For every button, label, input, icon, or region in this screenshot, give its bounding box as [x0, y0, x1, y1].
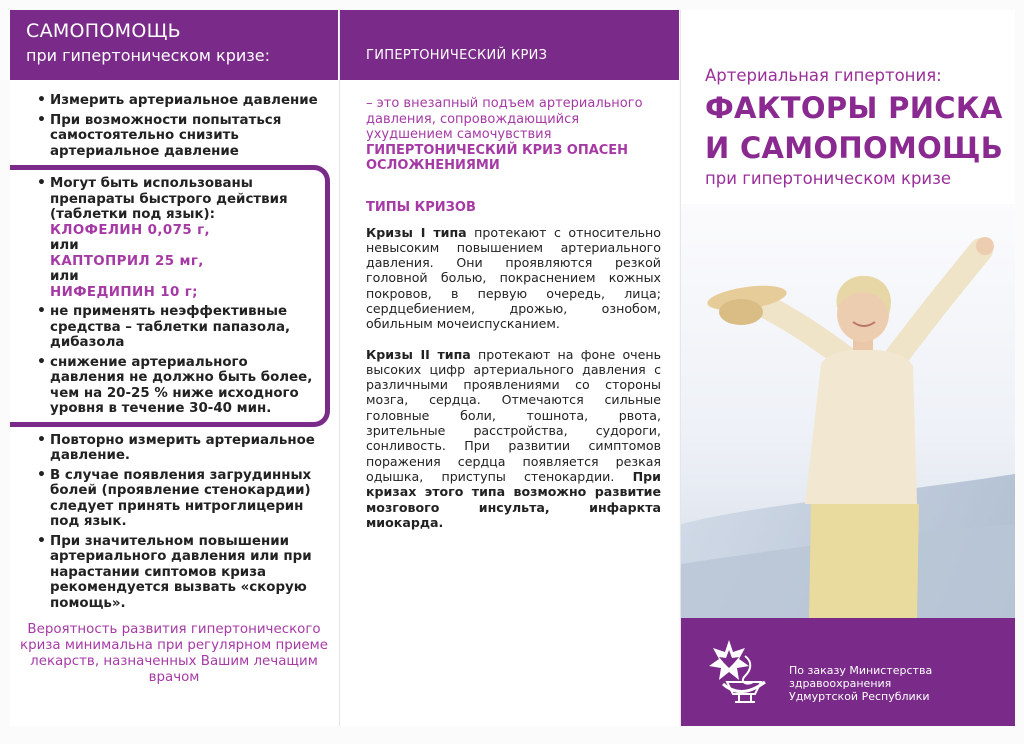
- drug-nifedipin: НИФЕДИПИН 10 г;: [50, 284, 198, 300]
- crisis-definition: – это внезапный подъем артериального давления, сопровождающийся ухудшением самочувствия: [366, 96, 643, 142]
- steps-before-list: [10, 80, 338, 159]
- cover-footer: [681, 618, 1015, 726]
- type2-warning: При кризах этого типа возможно развитие мозгового инсульта, инфаркта миокарда.: [366, 468, 661, 530]
- ministry-logo-icon: [701, 636, 781, 708]
- cover-subtitle: при гипертоническом кризе: [705, 169, 952, 188]
- medication-box: [10, 165, 330, 427]
- list-item: • не применять неэффективные средства – таблетки папазола, дибазола: [34, 304, 317, 351]
- footer-line: здравоохранения: [789, 677, 892, 690]
- cover-panel: [680, 10, 1015, 726]
- list-item: [34, 176, 317, 300]
- type2-text: протекают на фоне очень высоких цифр артериального давления с различными проявлениями со стороны мозга, сердца. Отмечаются сильные головные боли, тошнота, рвота, зрительные расстройства, судороги, сонливость. При развитии симптомов поражения сердца появляется резкая одышка, приступы стенокардии.: [366, 346, 662, 484]
- cover-title-line1: ФАКТОРЫ РИСКА: [705, 91, 1003, 125]
- medication-intro: Могут быть использованы препараты быстрого действия (таблетки под язык):: [50, 176, 288, 222]
- type1-text: протекают с относительно невысоким повышением артериального давления. Они проявляются резкой головной болью, покраснением кожных покровов, в первую очередь, лица; сердцебиением, дрожью, ознобом, обильным мочеиспусканием.: [366, 224, 661, 332]
- cover-footer-text: [789, 664, 932, 703]
- list-item: • снижение артериального давления не должно быть более, чем на 20-25 % ниже исходного уровня в течение 30-40 мин.: [34, 355, 317, 417]
- crisis-info-panel: [339, 10, 679, 726]
- crisis-types-heading: ТИПЫ КРИЗОВ: [366, 199, 476, 215]
- footer-line: Удмуртской Республики: [789, 690, 930, 703]
- self-help-panel: [10, 10, 338, 726]
- list-item: • В случае появления загрудинных болей (проявление стенокардии) следует принять нитроглицерин под язык.: [34, 468, 328, 530]
- or-label: или: [50, 269, 79, 284]
- closing-note: Вероятность развития гипертонического криза минимальна при регулярном приеме лекарств, назначенных Вашим лечащим врачом: [20, 622, 328, 685]
- crisis-type1-paragraph: [366, 225, 661, 332]
- type1-label: Кризы I типа: [366, 224, 467, 240]
- danger-text: ГИПЕРТОНИЧЕСКИЙ КРИЗ ОПАСЕН ОСЛОЖНЕНИЯМИ: [366, 142, 629, 173]
- list-item: • Повторно измерить артериальное давление.: [34, 433, 328, 464]
- drug-klofelin: КЛОФЕЛИН 0,075 г,: [50, 222, 210, 238]
- or-label: или: [50, 238, 79, 253]
- footer-line: По заказу Министерства: [789, 664, 933, 677]
- self-help-header: [10, 10, 338, 80]
- list-item: • При значительном повышении артериального давления или при нарастании сиптомов криза рекомендуется вызвать «скорую помощь».: [34, 534, 328, 612]
- list-item: • Измерить артериальное давление: [34, 93, 328, 109]
- list-item: • При возможности попытаться самостоятельно снизить артериальное давление: [34, 113, 328, 160]
- cover-title-line2: И САМОПОМОЩЬ: [705, 131, 1004, 165]
- crisis-type2-paragraph: [366, 347, 661, 531]
- crisis-header: ГИПЕРТОНИЧЕСКИЙ КРИЗ: [340, 10, 679, 80]
- cover-photo: [681, 204, 1015, 618]
- steps-after-list: [10, 427, 338, 612]
- type2-label: Кризы II типа: [366, 346, 471, 362]
- cover-kicker: Артериальная гипертония:: [705, 66, 942, 85]
- self-help-title: САМОПОМОЩЬ: [26, 20, 182, 42]
- self-help-subtitle: при гипертоническом кризе:: [26, 46, 270, 65]
- drug-kaptopril: КАПТОПРИЛ 25 мг,: [50, 253, 204, 269]
- crisis-danger-note: [366, 143, 661, 174]
